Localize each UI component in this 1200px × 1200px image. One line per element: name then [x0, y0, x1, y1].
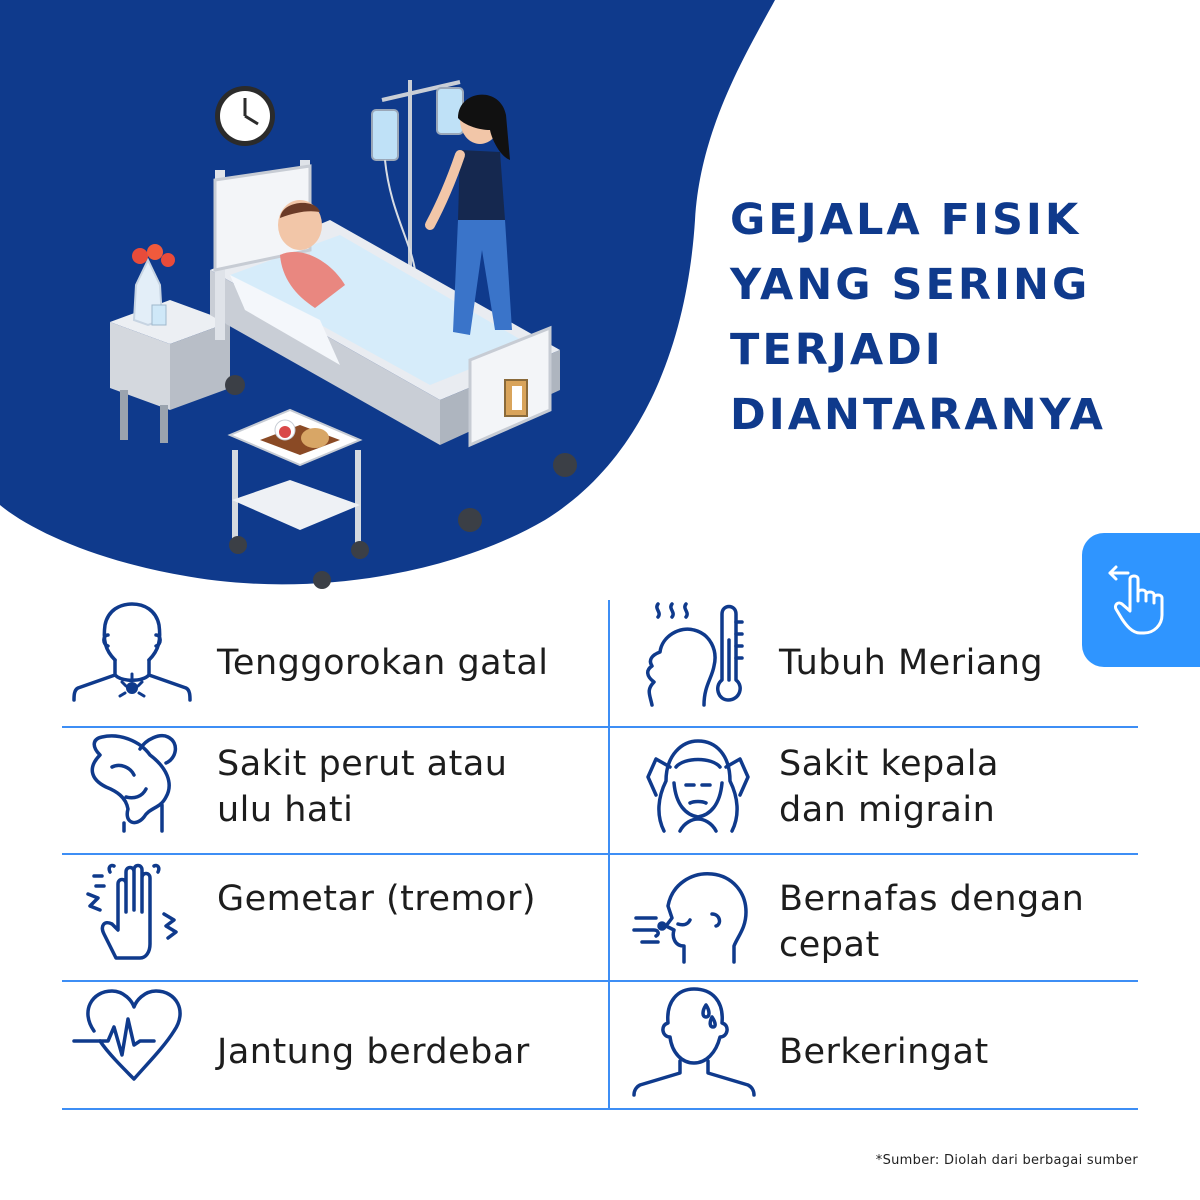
symptom-item: [62, 854, 598, 980]
hospital-illustration: [60, 60, 620, 600]
divider: [608, 600, 610, 1110]
title-line: YANG SERING: [730, 260, 1091, 310]
heartbeat-icon: [70, 981, 194, 1091]
page-title: [730, 188, 1106, 448]
hospital-bed: [210, 160, 577, 532]
title-line: TERJADI: [730, 325, 944, 375]
symptom-label: Tenggorokan gatal: [217, 643, 549, 683]
throat-icon: [70, 600, 194, 710]
symptom-label: Berkeringat: [779, 1032, 989, 1072]
symptom-label: dan migrain: [779, 790, 996, 830]
symptom-label: Bernafas dengan: [779, 879, 1085, 919]
symptom-label: Sakit perut atau: [217, 744, 508, 784]
symptom-grid: [62, 600, 1138, 1110]
symptom-item: [62, 727, 598, 853]
stomach-liver-icon: [70, 727, 194, 837]
symptom-item: [62, 600, 598, 726]
symptom-label: Gemetar (tremor): [217, 879, 537, 919]
symptom-label: cepat: [779, 925, 880, 965]
symptom-item: [624, 981, 1160, 1107]
symptom-label: Tubuh Meriang: [779, 643, 1044, 683]
symptom-label: ulu hati: [217, 790, 354, 830]
fever-thermometer-icon: [632, 600, 756, 710]
symptom-label: Sakit kepala: [779, 744, 999, 784]
trembling-hand-icon: [70, 854, 194, 964]
tray-table: [229, 410, 369, 589]
sweating-head-icon: [632, 981, 756, 1097]
title-line: DIANTARANYA: [730, 390, 1106, 440]
symptom-item: [62, 981, 598, 1107]
symptom-item: [624, 600, 1160, 726]
symptom-label: Jantung berdebar: [217, 1032, 530, 1072]
symptom-item: [624, 727, 1160, 853]
title-line: GEJALA FISIK: [730, 195, 1082, 245]
divider: [62, 1108, 1138, 1110]
headache-icon: [632, 727, 756, 837]
breathing-icon: [632, 854, 756, 964]
symptom-item: [624, 854, 1160, 980]
source-footnote: *Sumber: Diolah dari berbagai sumber: [875, 1153, 1138, 1168]
clock-icon: [215, 86, 275, 146]
